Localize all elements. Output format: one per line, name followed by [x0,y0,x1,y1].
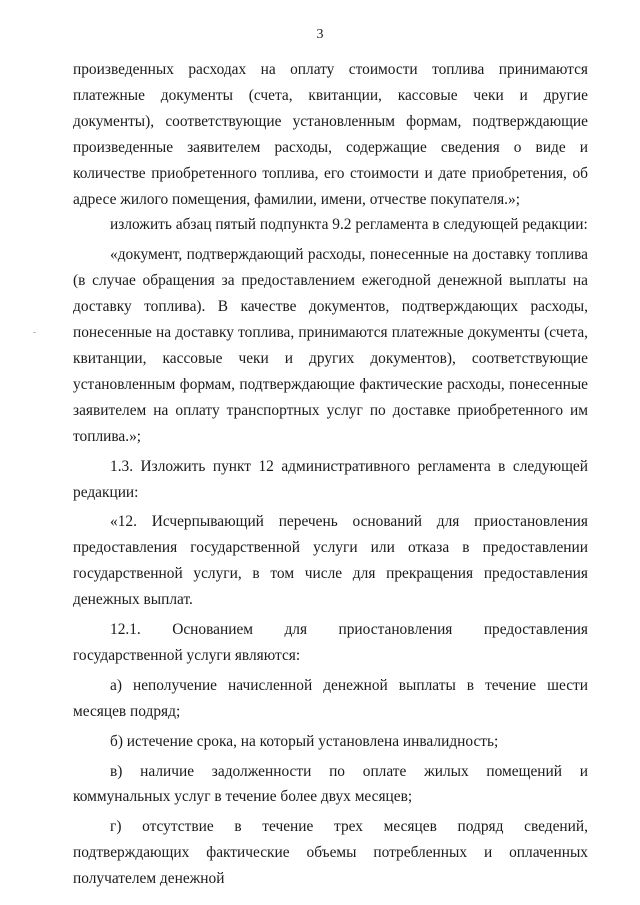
paragraph-item-1-3: 1.3. Изложить пункт 12 административного регламента в следующей редакции: [73,457,588,501]
paragraph-item-12: «12. Исчерпывающий перечень оснований для приостановления предоставления государственной услуги или отказа в предоставлении государственной услуги, в том числе для прекращения предоставления денежных выплат. [73,513,588,609]
paragraph-item-a: а) неполучение начисленной денежной выплаты в течение шести месяцев подряд; [73,676,588,720]
paragraph-amend-intro: изложить абзац пятый подпункта 9.2 регламента в следующей редакции: [110,216,588,234]
paragraph-continuation: произведенных расходах на оплату стоимости топлива принимаются платежные документы (счета, квитанции, кассовые чеки и другие документы), соответствующие установленным формам, подтверждающие произведенные заявителем расходы, содержащие сведения о виде и количестве приобретенного топлива, его стоимости и дате приобретения, об адресе жилого помещения, фамилии, имени, отчестве покупателя.»; [73,61,588,208]
paragraph-item-v: в) наличие задолженности по оплате жилых помещений и коммунальных услуг в течение более двух месяцев; [73,762,588,806]
document-body [73,57,588,892]
paragraph-item-g: г) отсутствие в течение трех месяцев подряд сведений, подтверждающих фактические объемы потребленных и оплаченных получателем денежной [73,818,588,888]
paragraph-item-12-1: 12.1. Основанием для приостановления предоставления государственной услуги являются: [73,621,588,664]
paragraph-amend-text: «документ, подтверждающий расходы, понесенные на доставку топлива (в случае обращения за предоставлением ежегодной денежной выплаты на доставку топлива). В качестве документов, подтверждающих расходы, понесенные на доставку топлива, принимаются платежные документы (счета, квитанции, кассовые чеки и других документов), соответствующие установленным формам, подтверждающие фактические расходы, понесенные заявителем на оплату транспортных услуг по доставке приобретенного им топлива.»; [73,246,588,445]
margin-mark [33,332,36,333]
page-number: 3 [316,27,324,42]
paragraph-item-b: б) истечение срока, на который установлена инвалидность; [110,732,499,750]
